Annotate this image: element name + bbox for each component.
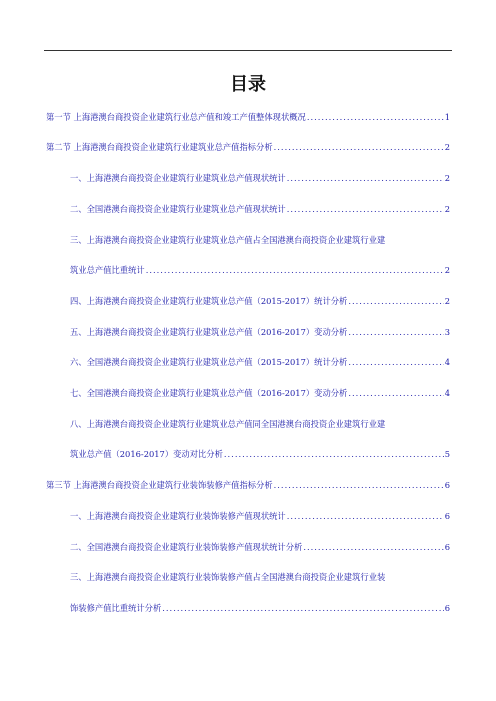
toc-entry-text: 第三节 上海港澳台商投资企业建筑行业装饰装修产值指标分析: [46, 480, 273, 490]
toc-page-number: 2: [444, 204, 450, 214]
toc-entry-2-6[interactable]: [70, 356, 450, 368]
toc-entry-text: 第一节 上海港澳台商投资企业建筑行业总产值和竣工产值整体现状概况: [46, 112, 306, 122]
toc-leader-dots: [274, 141, 444, 153]
toc-page-number: 6: [444, 603, 450, 613]
toc-entry-3-2[interactable]: [70, 541, 450, 553]
toc-page-number: 6: [444, 542, 450, 552]
toc-entry-text: 筑业总产值（2016-2017）变动对比分析: [70, 449, 223, 459]
toc-entry-text: 一、上海港澳台商投资企业建筑行业装饰装修产值现状统计: [70, 511, 286, 521]
toc-entry-3-3-line1[interactable]: 三、上海港澳台商投资企业建筑行业装饰装修产值占全国港澳台商投资企业建筑行业装: [70, 572, 386, 582]
toc-entry-2-8-line1[interactable]: 八、上海港澳台商投资企业建筑行业建筑业总产值同全国港澳台商投资企业建筑行业建: [70, 419, 386, 429]
toc-page-number: 2: [444, 296, 450, 306]
toc-page-number: 4: [444, 357, 450, 367]
toc-entry-2-3[interactable]: [70, 264, 450, 276]
toc-leader-dots: [287, 203, 444, 215]
toc-entry-text: 七、全国港澳台商投资企业建筑行业建筑业总产值（2016-2017）变动分析: [70, 388, 348, 398]
toc-leader-dots: [348, 356, 443, 368]
toc-leader-dots: [162, 602, 443, 614]
toc-entry-text: 二、全国港澳台商投资企业建筑行业装饰装修产值现状统计分析: [70, 542, 303, 552]
toc-entry-text: 二、全国港澳台商投资企业建筑行业建筑业总产值现状统计: [70, 204, 286, 214]
toc-leader-dots: [274, 479, 444, 491]
toc-page-number: 4: [444, 388, 450, 398]
toc-page-number: 3: [444, 327, 450, 337]
toc-leader-dots: [303, 541, 443, 553]
toc-entry-text: 六、全国港澳台商投资企业建筑行业建筑业总产值（2015-2017）统计分析: [70, 357, 348, 367]
toc-entry-2-5[interactable]: [70, 326, 450, 338]
page-title: 目录: [230, 74, 266, 95]
toc-leader-dots: [348, 295, 443, 307]
toc-leader-dots: [287, 510, 444, 522]
toc-entry-section-3[interactable]: [46, 479, 450, 491]
toc-entry-text: 第二节 上海港澳台商投资企业建筑行业建筑业总产值指标分析: [46, 142, 273, 152]
toc-entry-text: 饰装修产值比重统计分析: [70, 603, 162, 613]
toc-entry-2-3-line1[interactable]: 三、上海港澳台商投资企业建筑行业建筑业总产值占全国港澳台商投资企业建筑行业建: [70, 235, 386, 245]
toc-entry-section-1[interactable]: [46, 111, 450, 123]
toc-entry-text: 筑业总产值比重统计: [70, 265, 145, 275]
toc-entry-2-4[interactable]: [70, 295, 450, 307]
toc-page-number: 6: [444, 511, 450, 521]
toc-entry-3-3[interactable]: [70, 602, 450, 614]
toc-leader-dots: [348, 326, 443, 338]
toc-entry-2-1[interactable]: [70, 172, 450, 184]
toc-page-number: 5: [444, 449, 450, 459]
toc-page-number: 6: [444, 480, 450, 490]
toc-entry-2-2[interactable]: [70, 203, 450, 215]
toc-entry-section-2[interactable]: [46, 141, 450, 153]
toc-entry-text: 四、上海港澳台商投资企业建筑行业建筑业总产值（2015-2017）统计分析: [70, 296, 348, 306]
toc-entry-text: 五、上海港澳台商投资企业建筑行业建筑业总产值（2016-2017）变动分析: [70, 327, 348, 337]
toc-leader-dots: [146, 264, 444, 276]
toc-page-number: 2: [444, 265, 450, 275]
toc-leader-dots: [224, 448, 444, 460]
toc-page-number: 2: [444, 142, 450, 152]
toc-entry-text: 一、上海港澳台商投资企业建筑行业建筑业总产值现状统计: [70, 173, 286, 183]
toc-leader-dots: [348, 387, 443, 399]
toc-leader-dots: [287, 172, 444, 184]
toc-entry-3-1[interactable]: [70, 510, 450, 522]
toc-entry-2-8[interactable]: [70, 448, 450, 460]
toc-entry-2-7[interactable]: [70, 387, 450, 399]
toc-leader-dots: [307, 111, 444, 123]
toc-page-number: 2: [444, 173, 450, 183]
toc-page-number: 1: [444, 112, 450, 122]
